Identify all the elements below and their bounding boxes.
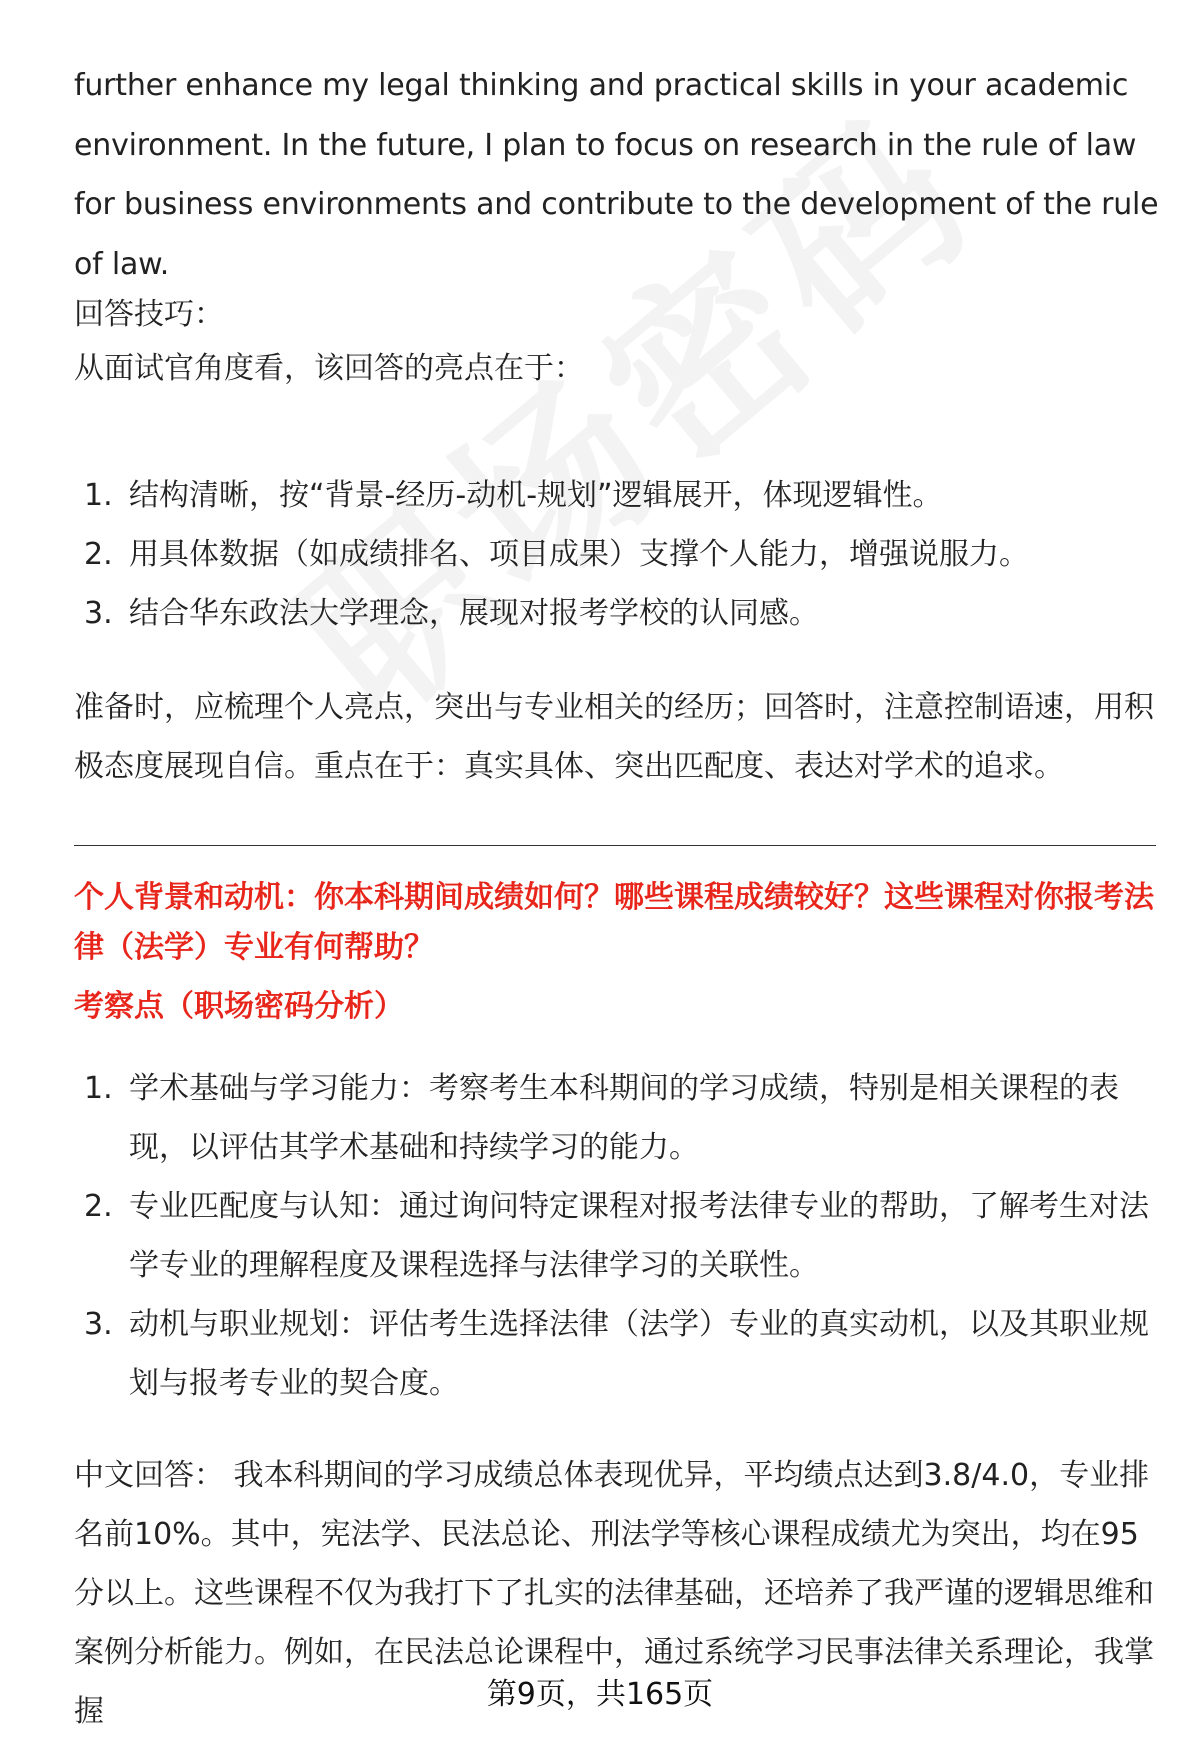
section-divider	[74, 845, 1156, 846]
list-item: 2. 专业匹配度与认知：通过询问特定课程对报考法律专业的帮助，了解考生对法学专业的理解程度及课程选择与法律学习的关联性。	[84, 1189, 1149, 1283]
chinese-answer-paragraph: 中文回答： 我本科期间的学习成绩总体表现优异，平均绩点达到3.8/4.0，专业排名前10%。其中，宪法学、民法总论、刑法学等核心课程成绩尤为突出，均在95分以上。这些课程不仅为我打下了扎实的法律基础，还培养了我严谨的逻辑思维和案例分析能力。例如，在民法总论课程中，通过系统学习民事法律关系理论，我掌握	[74, 1458, 1154, 1729]
points-heading: 考察点（职场密码分析）	[74, 989, 404, 1024]
intro-english-paragraph: further enhance my legal thinking and practical skills in your academic environment. In the future, I plan to focus on research in the rule of law for business environments and contribute to the development of the rule of law.	[74, 68, 1159, 282]
list-item: 1. 学术基础与学习能力：考察考生本科期间的学习成绩，特别是相关课程的表现，以评估其学术基础和持续学习的能力。	[84, 1071, 1119, 1165]
list-item: 2. 用具体数据（如成绩排名、项目成果）支撑个人能力，增强说服力。	[84, 537, 1029, 572]
points-list	[74, 1059, 1160, 1413]
list-item: 3. 结合华东政法大学理念，展现对报考学校的认同感。	[84, 596, 819, 631]
list-item: 3. 动机与职业规划：评估考生选择法律（法学）专业的真实动机，以及其职业规划与报考专业的契合度。	[84, 1307, 1149, 1401]
tips-lead: 从面试官角度看，该回答的亮点在于：	[74, 351, 584, 386]
page-number: 第9页，共165页	[486, 1677, 714, 1712]
tips-list	[74, 466, 1160, 643]
question-heading: 个人背景和动机：你本科期间成绩如何？哪些课程成绩较好？这些课程对你报考法律（法学）专业有何帮助？	[74, 880, 1154, 965]
tips-advice-paragraph: 准备时，应梳理个人亮点，突出与专业相关的经历；回答时，注意控制语速，用积极态度展现自信。重点在于：真实具体、突出匹配度、表达对学术的追求。	[74, 690, 1154, 784]
tips-label: 回答技巧：	[74, 297, 224, 332]
list-item: 1. 结构清晰，按“背景-经历-动机-规划”逻辑展开，体现逻辑性。	[84, 478, 943, 513]
